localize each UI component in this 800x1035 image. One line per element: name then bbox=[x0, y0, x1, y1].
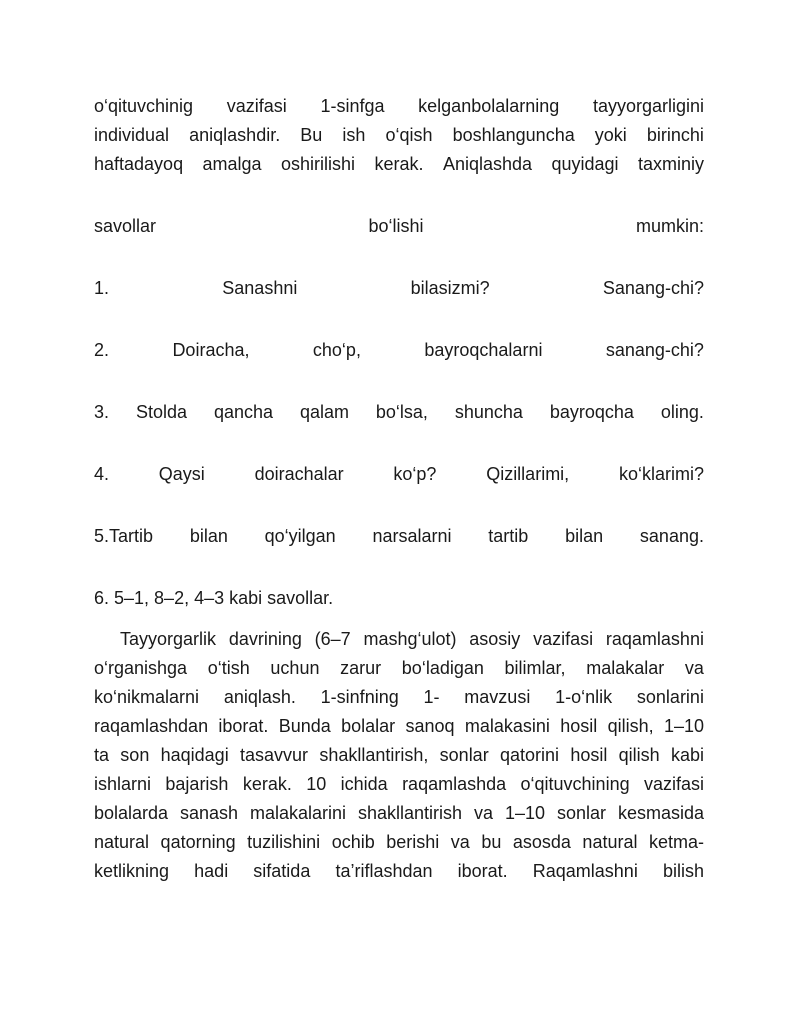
word: yoki bbox=[594, 125, 627, 145]
question-4 bbox=[94, 460, 704, 489]
question-5 bbox=[94, 522, 704, 551]
word: Sanang-chi? bbox=[602, 278, 704, 298]
word: sifatida bbox=[253, 861, 311, 881]
word: uchun bbox=[270, 658, 320, 678]
word: aniqlash. bbox=[223, 687, 296, 707]
word: Stolda bbox=[135, 402, 187, 422]
word: mavzusi bbox=[464, 687, 531, 707]
word: o‘tish bbox=[207, 658, 250, 678]
word: qalam bbox=[299, 402, 349, 422]
intro-line-3 bbox=[94, 150, 704, 179]
word: oshirilishi bbox=[281, 154, 356, 174]
word: ish bbox=[342, 125, 366, 145]
word: mumkin: bbox=[635, 216, 704, 236]
word: oling. bbox=[660, 402, 704, 422]
word: bo‘ladigan bbox=[401, 658, 484, 678]
word: (6–7 bbox=[314, 629, 351, 649]
word: ko‘p? bbox=[393, 464, 437, 484]
intro-line-2 bbox=[94, 121, 704, 150]
word: 5.Tartib bbox=[94, 526, 154, 546]
word: bo‘lishi bbox=[368, 216, 424, 236]
word: Sanashni bbox=[222, 278, 298, 298]
word: doirachalar bbox=[254, 464, 344, 484]
word: bilish bbox=[662, 861, 704, 881]
word: bilasizmi? bbox=[410, 278, 490, 298]
body-line-8: natural qatorning tuzilishini ochib berishi va bu asosda natural ketma- bbox=[94, 832, 704, 852]
intro-paragraph bbox=[94, 92, 704, 179]
word: Qizillarimi, bbox=[486, 464, 570, 484]
body-line-5: ta son haqidagi tasavvur shakllantirish, sonlar qatorini hosil qilish kabi bbox=[94, 745, 704, 765]
word: vazifasi bbox=[533, 629, 594, 649]
word: qancha bbox=[213, 402, 273, 422]
word: quyidagi bbox=[551, 154, 619, 174]
word: boshlanguncha bbox=[452, 125, 575, 145]
word: narsalarni bbox=[372, 526, 452, 546]
word: 4. bbox=[94, 464, 110, 484]
word: 3. bbox=[94, 402, 110, 422]
word: Bu bbox=[300, 125, 323, 145]
word: o‘rganishga bbox=[94, 658, 188, 678]
intro-line-1 bbox=[94, 92, 704, 121]
word: vazifasi bbox=[226, 96, 287, 116]
document-page bbox=[94, 92, 704, 886]
word: ko‘nikmalarni bbox=[94, 687, 200, 707]
word: shuncha bbox=[454, 402, 523, 422]
word: Doiracha, bbox=[172, 340, 250, 360]
lead-line bbox=[94, 212, 704, 241]
word: bilan bbox=[565, 526, 604, 546]
word: va bbox=[684, 658, 704, 678]
word: sonlarini bbox=[636, 687, 704, 707]
body-line-2 bbox=[94, 654, 704, 683]
body-line-1 bbox=[94, 625, 704, 654]
body-line-4: raqamlashdan iborat. Bunda bolalar sanoq malakasini hosil qilish, 1–10 bbox=[94, 716, 704, 736]
word: cho‘p, bbox=[312, 340, 361, 360]
word: aniqlashdir. bbox=[189, 125, 281, 145]
word: ketlikning bbox=[94, 861, 170, 881]
word: Aniqlashda bbox=[442, 154, 533, 174]
body-line-7: bolalarda sanash malakalarini shakllantirish va 1–10 sonlar kesmasida bbox=[94, 803, 704, 823]
word: amalga bbox=[202, 154, 262, 174]
word: taxminiy bbox=[637, 154, 704, 174]
body-paragraph bbox=[94, 625, 704, 886]
word: davrining bbox=[228, 629, 302, 649]
word: birinchi bbox=[646, 125, 704, 145]
body-line-6: ishlarni bajarish kerak. 10 ichida raqamlashda o‘qituvchining vazifasi bbox=[94, 774, 704, 794]
word: bilan bbox=[189, 526, 228, 546]
question-2 bbox=[94, 336, 704, 365]
word: 1-sinfga bbox=[320, 96, 385, 116]
word: hadi bbox=[194, 861, 229, 881]
word: 1. bbox=[94, 278, 110, 298]
word: bayroqcha bbox=[549, 402, 634, 422]
word: Tayyorgarlik bbox=[120, 629, 217, 649]
word: individual bbox=[94, 125, 170, 145]
word: iborat. bbox=[457, 861, 508, 881]
word: sanang. bbox=[639, 526, 704, 546]
word: haftadayoq bbox=[94, 154, 184, 174]
word: Qaysi bbox=[158, 464, 205, 484]
word: Raqamlashni bbox=[532, 861, 638, 881]
word: o‘qish bbox=[385, 125, 433, 145]
word: bilimlar, bbox=[504, 658, 566, 678]
body-line-3 bbox=[94, 683, 704, 712]
word: kerak. bbox=[374, 154, 424, 174]
word: zarur bbox=[340, 658, 382, 678]
word: mashg‘ulot) bbox=[363, 629, 457, 649]
word: ta’riflashdan bbox=[335, 861, 433, 881]
word: bayroqchalarni bbox=[424, 340, 543, 360]
word: ko‘klarimi? bbox=[618, 464, 704, 484]
word: savollar bbox=[94, 216, 157, 236]
question-3 bbox=[94, 398, 704, 427]
word: raqamlashni bbox=[605, 629, 704, 649]
word: 1- bbox=[423, 687, 440, 707]
word: malakalar bbox=[586, 658, 665, 678]
word: o‘qituvchinig bbox=[94, 96, 194, 116]
word: 1-sinfning bbox=[320, 687, 399, 707]
word: qo‘yilgan bbox=[264, 526, 336, 546]
word: 1-o‘nlik bbox=[555, 687, 613, 707]
word: bo‘lsa, bbox=[375, 402, 428, 422]
word: tayyorgarligini bbox=[592, 96, 704, 116]
word: tartib bbox=[488, 526, 529, 546]
word: sanang-chi? bbox=[605, 340, 704, 360]
item-6: 6. 5–1, 8–2, 4–3 kabi savollar. bbox=[94, 588, 334, 608]
word: asosiy bbox=[469, 629, 521, 649]
word: 2. bbox=[94, 340, 110, 360]
word: kelganbolalarning bbox=[418, 96, 560, 116]
question-1 bbox=[94, 274, 704, 303]
body-line-9 bbox=[94, 857, 704, 886]
